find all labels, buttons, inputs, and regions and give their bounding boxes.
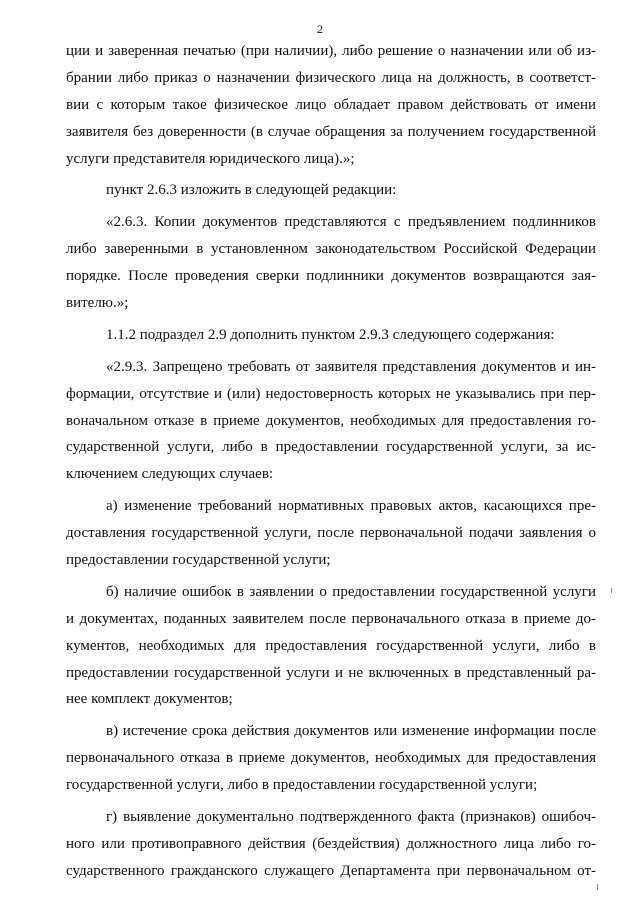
text-line: в) истечение срока действия документов или изменение информации после	[106, 723, 596, 740]
text-line: либо заверенными в установленном законодательством Российской Федерации	[66, 241, 596, 258]
text-line: заявителя без доверенности (в случае обращения за получением государственной	[66, 123, 596, 140]
text-line: воначальном отказе в приеме документов, необходимых для предоставления го-	[66, 412, 596, 429]
text-line: и документах, поданных заявителем после первоначального отказа в приеме до-	[66, 610, 596, 627]
text-line: пункт 2.6.3 изложить в следующей редакции:	[106, 182, 397, 199]
scan-mark	[597, 884, 598, 890]
text-line: г) выявление документально подтвержденного факта (признаков) ошибоч-	[106, 809, 596, 826]
text-line: сударственной услуги, либо в предоставлении государственной услуги, за ис-	[66, 439, 596, 456]
text-line: порядке. После проведения сверки подлинники документов возвращаются зая-	[66, 268, 596, 285]
text-line: ного или противоправного действия (бездействия) должностного лица либо го-	[66, 835, 596, 852]
text-line: 1.1.2 подраздел 2.9 дополнить пунктом 2.9.3 следующего содержания:	[106, 326, 555, 343]
text-line: доставления государственной услуги, после первоначальной подачи заявления о	[66, 525, 596, 542]
text-line: нее комплект документов;	[66, 691, 233, 708]
text-line: «2.9.3. Запрещено требовать от заявителя представления документов и ин-	[106, 358, 596, 375]
text-line: государственной услуги, либо в предоставлении государственной услуги;	[66, 777, 538, 794]
text-line: б) наличие ошибок в заявлении о предоставлении государственной услуги	[106, 583, 596, 600]
text-line: а) изменение требований нормативных правовых актов, касающихся пре-	[106, 498, 596, 515]
text-line: предоставлении государственной услуги и не включенных в представленный ра-	[66, 664, 596, 681]
document-body	[66, 38, 596, 885]
text-line: сударственного гражданского служащего Департамента при первоначальном от-	[66, 862, 596, 879]
text-line: кументов, необходимых для предоставления государственной услуги, либо в	[66, 637, 596, 654]
text-line: вителю.»;	[66, 295, 129, 312]
text-line: ключением следующих случаев:	[66, 466, 274, 483]
page-number: 2	[317, 22, 323, 36]
text-line: первоначального отказа в приеме документов, необходимых для предоставления	[66, 750, 596, 767]
text-line: ции и заверенная печатью (при наличии), либо решение о назначении или об из-	[66, 43, 596, 59]
text-line: «2.6.3. Копии документов представляются с предъявлением подлинников	[106, 214, 596, 231]
text-line: предоставлении государственной услуги;	[66, 552, 331, 569]
scan-mark	[611, 588, 612, 593]
text-line: брании либо приказ о назначении физического лица на должность, в соответст-	[66, 69, 596, 86]
text-line: формации, отсутствие и (или) недостоверность которых не указывались при пер-	[66, 385, 596, 402]
text-line: вии с которым такое физическое лицо обладает правом действовать от имени	[66, 96, 596, 113]
text-line: услуги представителя юридического лица).»;	[66, 150, 355, 167]
